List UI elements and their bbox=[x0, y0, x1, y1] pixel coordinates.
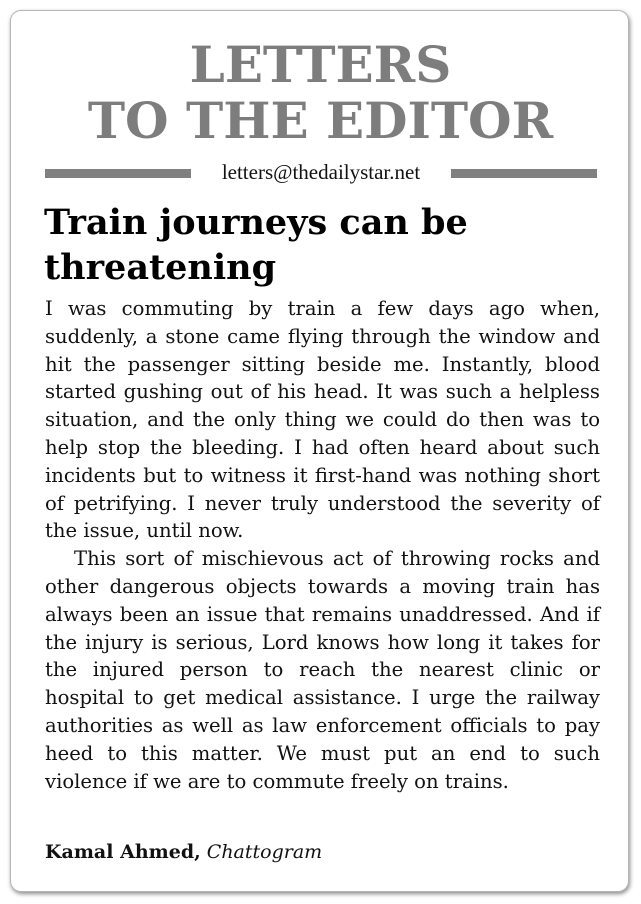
letter-headline bbox=[44, 200, 604, 290]
letter-signature bbox=[45, 838, 322, 866]
author-name: Kamal Ahmed, bbox=[45, 841, 201, 863]
left-divider-rule bbox=[45, 169, 191, 178]
letter-body bbox=[45, 295, 600, 795]
email-row bbox=[45, 159, 597, 185]
letter-paragraph-1: I was commuting by train a few days ago when, suddenly, a stone came flying through the window and hit the passenger sitting beside me. Instantly, blood started gushing out of his head. It was such a helpless situation, and the only thing we could do then was to help stop the bleeding. I had often heard about such incidents but to witness it first-hand was nothing short of petrifying. I never truly understood the severity of the issue, until now. bbox=[45, 297, 600, 543]
masthead-title-line1: LETTERS bbox=[189, 35, 452, 94]
headline-line1: Train journeys can be bbox=[44, 202, 468, 243]
author-location: Chattogram bbox=[206, 841, 323, 863]
letter-paragraph-2: This sort of mischievous act of throwing rocks and other dangerous objects towards a moving train has always been an issue that remains unaddressed. And if the injury is serious, Lord knows how long it takes for the injured person to reach the nearest clinic or hospital to get medical assistance. I urge the railway authorities as well as law enforcement officials to pay heed to this matter. We must put an end to such violence if we are to commute freely on trains. bbox=[45, 547, 600, 793]
headline-line2: threatening bbox=[44, 247, 277, 288]
editor-email: letters@thedailystar.net bbox=[221, 160, 421, 184]
right-divider-rule bbox=[451, 169, 597, 178]
masthead-title-line2: TO THE EDITOR bbox=[87, 91, 554, 150]
